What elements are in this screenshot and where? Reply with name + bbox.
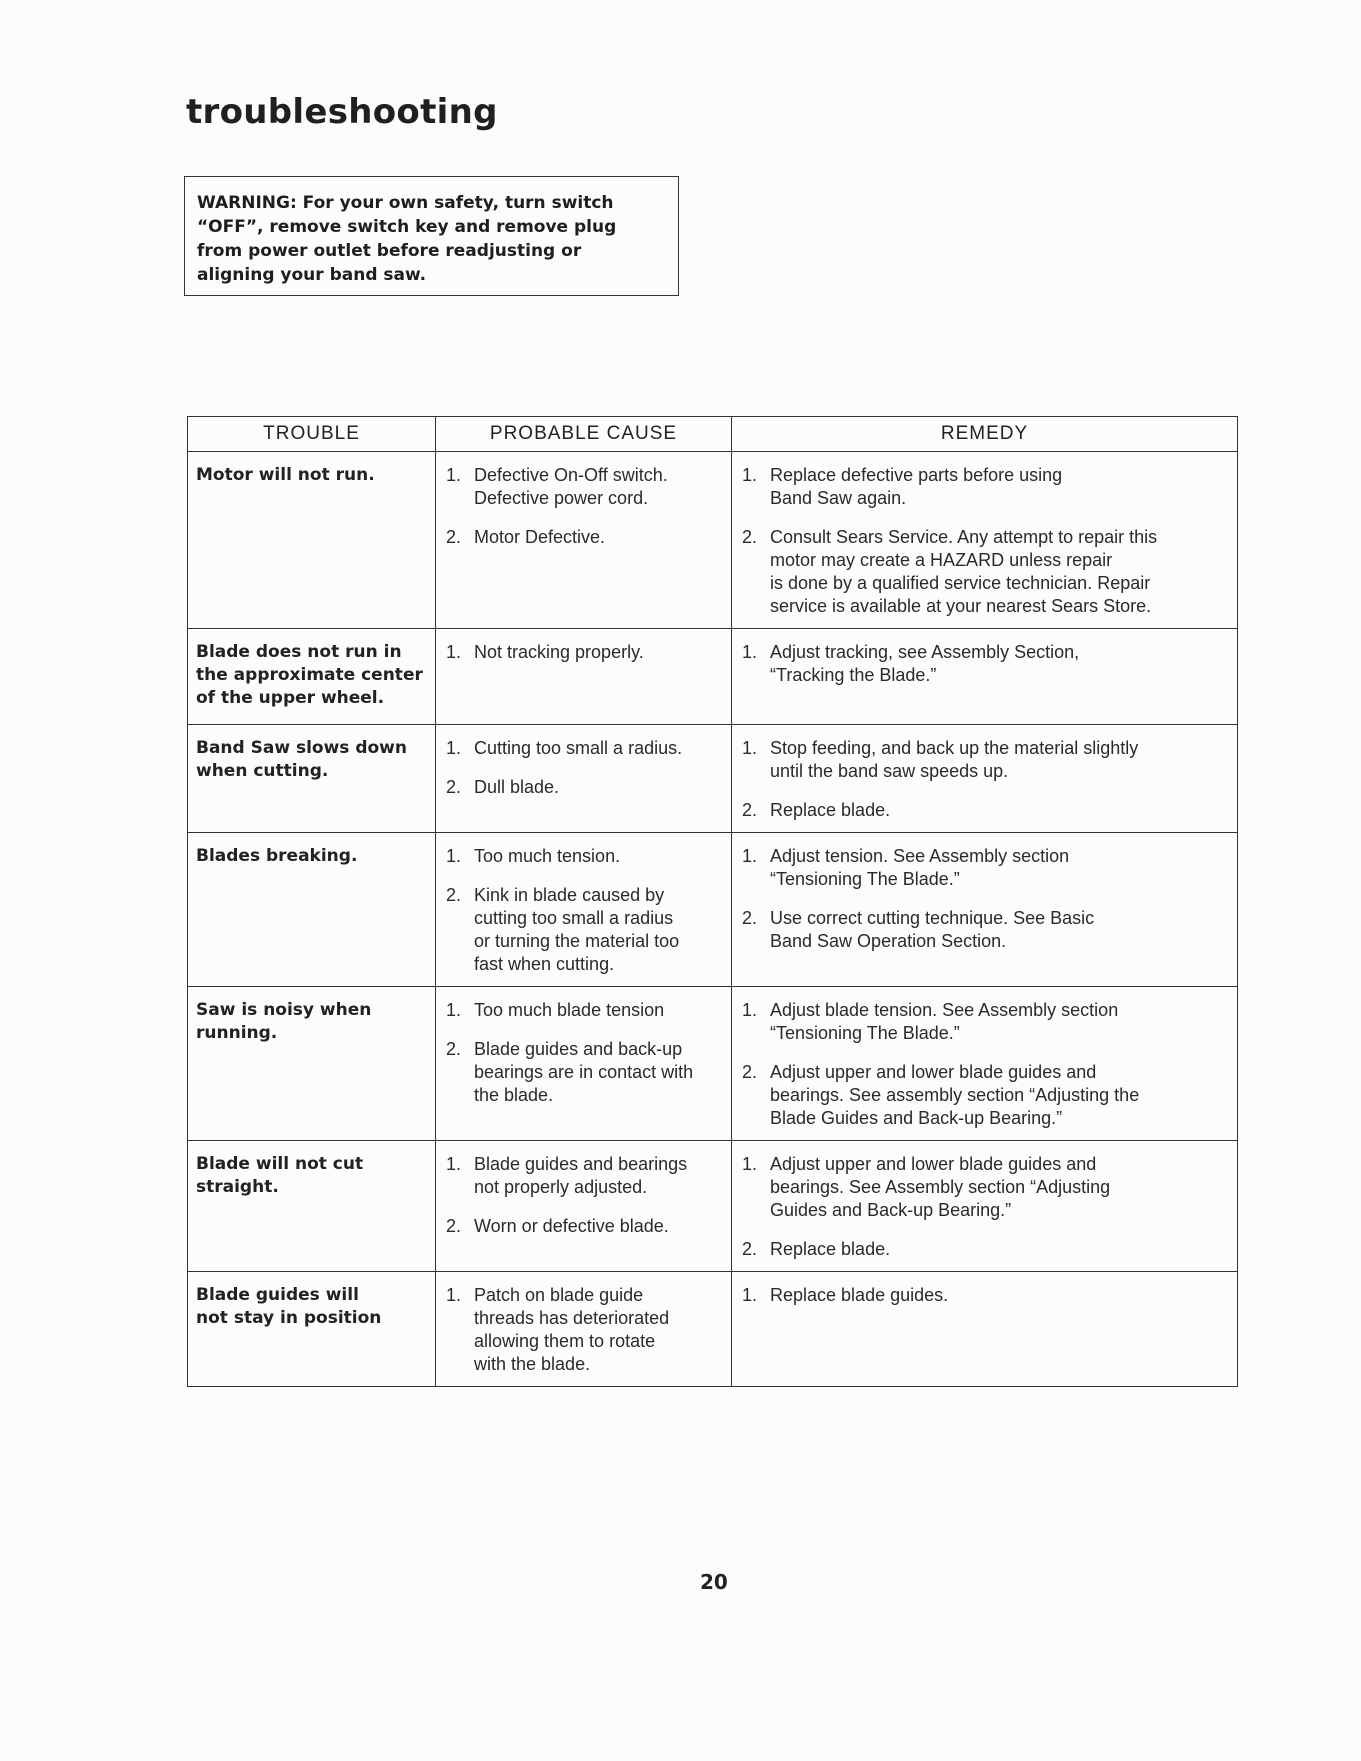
item-number: 2. bbox=[446, 527, 462, 547]
item-line: motor may create a HAZARD unless repair bbox=[770, 550, 1113, 570]
item-text bbox=[474, 884, 723, 976]
remedy-cell bbox=[732, 987, 1238, 1141]
trouble-cell bbox=[188, 833, 436, 987]
cause-cell bbox=[436, 452, 732, 629]
item-line: Band Saw again. bbox=[770, 488, 907, 508]
item-number: 1. bbox=[446, 1154, 462, 1174]
item-number: 1. bbox=[742, 1154, 758, 1174]
warning-line: “OFF”, remove switch key and remove plug bbox=[197, 217, 617, 237]
trouble-text: Blade does not run in bbox=[196, 642, 402, 662]
trouble-text: of the upper wheel. bbox=[196, 688, 385, 708]
trouble-text: the approximate center bbox=[196, 665, 423, 685]
cause-cell bbox=[436, 629, 732, 725]
cause-item bbox=[446, 1284, 723, 1376]
remedy-item bbox=[742, 1153, 1229, 1222]
item-text bbox=[474, 464, 723, 510]
item-line: Worn or defective blade. bbox=[474, 1216, 669, 1236]
table-row bbox=[188, 725, 1238, 833]
remedy-item bbox=[742, 1284, 1229, 1307]
item-number: 1. bbox=[446, 1000, 462, 1020]
item-line: cutting too small a radius bbox=[474, 908, 674, 928]
trouble-text: Blade guides will bbox=[196, 1285, 359, 1305]
cause-cell bbox=[436, 1141, 732, 1272]
item-line: fast when cutting. bbox=[474, 954, 615, 974]
trouble-text: Blade will not cut bbox=[196, 1154, 364, 1174]
item-line: Adjust upper and lower blade guides and bbox=[770, 1154, 1097, 1174]
item-line: Cutting too small a radius. bbox=[474, 738, 683, 758]
trouble-text: not stay in position bbox=[196, 1308, 382, 1328]
remedy-cell bbox=[732, 629, 1238, 725]
item-line: Blade guides and bearings bbox=[474, 1154, 688, 1174]
trouble-cell bbox=[188, 987, 436, 1141]
item-number: 2. bbox=[446, 885, 462, 905]
cause-item bbox=[446, 526, 723, 549]
item-line: Motor Defective. bbox=[474, 527, 606, 547]
troubleshooting-table bbox=[187, 416, 1238, 1387]
warning-line: WARNING: For your own safety, turn switch bbox=[197, 193, 614, 213]
item-text bbox=[770, 464, 1229, 510]
remedy-item bbox=[742, 1238, 1229, 1261]
cause-cell bbox=[436, 987, 732, 1141]
remedy-item bbox=[742, 737, 1229, 783]
header-trouble: TROUBLE bbox=[188, 417, 436, 452]
item-line: bearings are in contact with bbox=[474, 1062, 694, 1082]
remedy-item bbox=[742, 641, 1229, 687]
remedy-cell bbox=[732, 452, 1238, 629]
item-line: Dull blade. bbox=[474, 777, 560, 797]
item-number: 2. bbox=[446, 1216, 462, 1236]
item-text bbox=[474, 999, 723, 1022]
item-line: allowing them to rotate bbox=[474, 1331, 656, 1351]
item-line: Replace blade guides. bbox=[770, 1285, 949, 1305]
item-number: 1. bbox=[446, 846, 462, 866]
item-line: bearings. See Assembly section “Adjusting bbox=[770, 1177, 1111, 1197]
item-line: Band Saw Operation Section. bbox=[770, 931, 1007, 951]
item-number: 2. bbox=[446, 1039, 462, 1059]
item-number: 1. bbox=[742, 642, 758, 662]
item-number: 2. bbox=[742, 800, 758, 820]
item-line: “Tensioning The Blade.” bbox=[770, 1023, 960, 1043]
item-number: 1. bbox=[742, 738, 758, 758]
cause-cell bbox=[436, 833, 732, 987]
item-line: the blade. bbox=[474, 1085, 554, 1105]
cause-item bbox=[446, 1038, 723, 1107]
item-line: Consult Sears Service. Any attempt to repair this bbox=[770, 527, 1158, 547]
table-row bbox=[188, 1272, 1238, 1387]
item-line: Stop feeding, and back up the material slightly bbox=[770, 738, 1139, 758]
trouble-cell bbox=[188, 629, 436, 725]
item-number: 2. bbox=[742, 1062, 758, 1082]
cause-item bbox=[446, 999, 723, 1022]
item-line: Replace defective parts before using bbox=[770, 465, 1063, 485]
remedy-cell bbox=[732, 833, 1238, 987]
item-number: 1. bbox=[742, 1285, 758, 1305]
trouble-text: Motor will not run. bbox=[196, 465, 375, 485]
cause-item bbox=[446, 1215, 723, 1238]
item-line: Defective power cord. bbox=[474, 488, 649, 508]
item-line: Adjust tension. See Assembly section bbox=[770, 846, 1070, 866]
item-number: 2. bbox=[446, 777, 462, 797]
trouble-cell bbox=[188, 452, 436, 629]
header-probable-cause: PROBABLE CAUSE bbox=[436, 417, 732, 452]
remedy-item bbox=[742, 999, 1229, 1045]
cause-item bbox=[446, 641, 723, 664]
item-text bbox=[770, 1238, 1229, 1261]
item-text bbox=[474, 845, 723, 868]
cause-cell bbox=[436, 1272, 732, 1387]
item-line: not properly adjusted. bbox=[474, 1177, 648, 1197]
cause-item bbox=[446, 884, 723, 976]
item-line: Adjust tracking, see Assembly Section, bbox=[770, 642, 1080, 662]
table-row bbox=[188, 987, 1238, 1141]
item-number: 2. bbox=[742, 1239, 758, 1259]
table-row bbox=[188, 1141, 1238, 1272]
trouble-text: Saw is noisy when bbox=[196, 1000, 372, 1020]
item-line: Too much blade tension bbox=[474, 1000, 665, 1020]
header-remedy: REMEDY bbox=[732, 417, 1238, 452]
remedy-item bbox=[742, 526, 1229, 618]
item-line: “Tensioning The Blade.” bbox=[770, 869, 960, 889]
item-text bbox=[474, 1215, 723, 1238]
item-line: bearings. See assembly section “Adjusting the bbox=[770, 1085, 1140, 1105]
item-line: with the blade. bbox=[474, 1354, 591, 1374]
item-text bbox=[770, 526, 1229, 618]
table-row bbox=[188, 452, 1238, 629]
item-line: Guides and Back-up Bearing.” bbox=[770, 1200, 1012, 1220]
item-line: Blade Guides and Back-up Bearing.” bbox=[770, 1108, 1063, 1128]
table-header-row bbox=[188, 417, 1238, 452]
item-number: 1. bbox=[742, 1000, 758, 1020]
item-line: Use correct cutting technique. See Basic bbox=[770, 908, 1095, 928]
remedy-cell bbox=[732, 725, 1238, 833]
item-text bbox=[474, 1038, 723, 1107]
item-line: until the band saw speeds up. bbox=[770, 761, 1009, 781]
cause-item bbox=[446, 776, 723, 799]
item-text bbox=[770, 845, 1229, 891]
cause-item bbox=[446, 845, 723, 868]
item-line: Adjust blade tension. See Assembly section bbox=[770, 1000, 1119, 1020]
item-number: 1. bbox=[446, 465, 462, 485]
warning-line: from power outlet before readjusting or bbox=[197, 241, 582, 261]
item-line: “Tracking the Blade.” bbox=[770, 665, 937, 685]
table-row bbox=[188, 833, 1238, 987]
remedy-item bbox=[742, 464, 1229, 510]
item-number: 1. bbox=[742, 846, 758, 866]
remedy-item bbox=[742, 845, 1229, 891]
trouble-cell bbox=[188, 1272, 436, 1387]
item-line: or turning the material too bbox=[474, 931, 680, 951]
item-number: 1. bbox=[446, 738, 462, 758]
page-number: 20 bbox=[700, 1570, 728, 1594]
item-line: Blade guides and back-up bbox=[474, 1039, 683, 1059]
remedy-cell bbox=[732, 1141, 1238, 1272]
table-row bbox=[188, 629, 1238, 725]
warning-box bbox=[184, 176, 679, 296]
item-text bbox=[474, 776, 723, 799]
item-line: Defective On-Off switch. bbox=[474, 465, 668, 485]
cause-item bbox=[446, 464, 723, 510]
trouble-text: running. bbox=[196, 1023, 278, 1043]
item-number: 1. bbox=[446, 1285, 462, 1305]
trouble-text: Band Saw slows down bbox=[196, 738, 407, 758]
item-line: is done by a qualified service technician. Repair bbox=[770, 573, 1151, 593]
item-text bbox=[770, 1153, 1229, 1222]
item-number: 1. bbox=[446, 642, 462, 662]
trouble-text: Blades breaking. bbox=[196, 846, 358, 866]
item-text bbox=[474, 1153, 723, 1199]
item-number: 2. bbox=[742, 527, 758, 547]
item-line: Replace blade. bbox=[770, 800, 891, 820]
page-title: troubleshooting bbox=[186, 92, 498, 132]
trouble-cell bbox=[188, 725, 436, 833]
item-text bbox=[474, 526, 723, 549]
item-number: 1. bbox=[742, 465, 758, 485]
item-text bbox=[770, 1061, 1229, 1130]
item-text bbox=[770, 799, 1229, 822]
item-line: Kink in blade caused by bbox=[474, 885, 665, 905]
item-line: Replace blade. bbox=[770, 1239, 891, 1259]
item-line: Too much tension. bbox=[474, 846, 621, 866]
remedy-cell bbox=[732, 1272, 1238, 1387]
remedy-item bbox=[742, 1061, 1229, 1130]
item-text bbox=[770, 907, 1229, 953]
table-body bbox=[188, 452, 1238, 1387]
item-text bbox=[770, 1284, 1229, 1307]
remedy-item bbox=[742, 799, 1229, 822]
item-line: Not tracking properly. bbox=[474, 642, 644, 662]
remedy-item bbox=[742, 907, 1229, 953]
item-text bbox=[770, 641, 1229, 687]
trouble-text: straight. bbox=[196, 1177, 279, 1197]
item-line: service is available at your nearest Sears Store. bbox=[770, 596, 1152, 616]
item-line: Adjust upper and lower blade guides and bbox=[770, 1062, 1097, 1082]
item-text bbox=[474, 737, 723, 760]
item-number: 2. bbox=[742, 908, 758, 928]
item-text bbox=[770, 999, 1229, 1045]
item-line: threads has deteriorated bbox=[474, 1308, 670, 1328]
trouble-cell bbox=[188, 1141, 436, 1272]
warning-line: aligning your band saw. bbox=[197, 265, 427, 285]
trouble-text: when cutting. bbox=[196, 761, 329, 781]
cause-item bbox=[446, 737, 723, 760]
item-text bbox=[474, 1284, 723, 1376]
item-text bbox=[770, 737, 1229, 783]
cause-cell bbox=[436, 725, 732, 833]
cause-item bbox=[446, 1153, 723, 1199]
item-text bbox=[474, 641, 723, 664]
item-line: Patch on blade guide bbox=[474, 1285, 644, 1305]
